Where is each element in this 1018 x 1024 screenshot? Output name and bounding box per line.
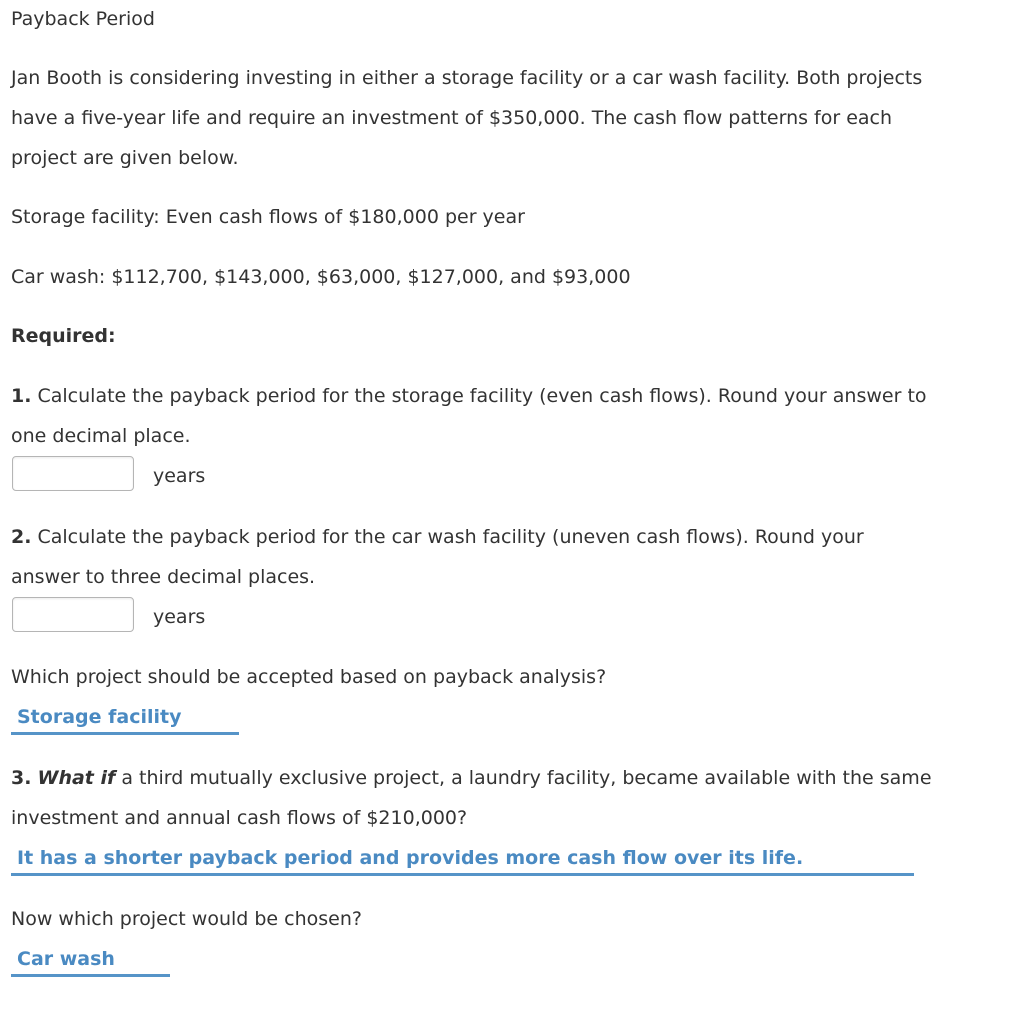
q1-answer-input[interactable] <box>12 456 134 491</box>
intro-line-2: have a five-year life and require an investment of $350,000. The cash flow patterns for each <box>11 107 893 129</box>
question-1-number: 1. <box>11 385 32 407</box>
q1-unit-label: years <box>153 465 206 487</box>
question-3-line-2: investment and annual cash flows of $210,000? <box>11 807 468 829</box>
required-heading: Required: <box>11 325 116 347</box>
q3-answer-dropdown[interactable] <box>11 844 914 876</box>
storage-cash-flows: Storage facility: Even cash flows of $180,000 per year <box>11 206 525 228</box>
question-3-number: 3. <box>11 767 32 789</box>
question-2-line-2: answer to three decimal places. <box>11 566 316 588</box>
choose-answer-value: Car wash <box>17 948 115 970</box>
q2-answer-input[interactable] <box>12 597 134 632</box>
choose-question: Now which project would be chosen? <box>11 908 362 930</box>
q3-answer-value: It has a shorter payback period and provides more cash flow over its life. <box>17 847 804 869</box>
question-2 <box>11 525 864 549</box>
intro-line-1: Jan Booth is considering investing in either a storage facility or a car wash facility. Both projects <box>11 67 923 89</box>
what-if-label: What if <box>37 767 116 789</box>
question-1-line-2: one decimal place. <box>11 425 191 447</box>
question-2-text: Calculate the payback period for the car wash facility (uneven cash flows). Round your <box>31 526 864 548</box>
q2-unit-label: years <box>153 606 206 628</box>
question-2-number: 2. <box>11 526 32 548</box>
question-3 <box>11 766 932 790</box>
choose-answer-dropdown[interactable] <box>11 945 170 977</box>
accept-answer-value: Storage facility <box>17 706 182 728</box>
question-1 <box>11 384 927 408</box>
carwash-cash-flows: Car wash: $112,700, $143,000, $63,000, $127,000, and $93,000 <box>11 266 631 288</box>
intro-line-3: project are given below. <box>11 147 239 169</box>
accept-answer-dropdown[interactable] <box>11 703 239 735</box>
question-1-text: Calculate the payback period for the storage facility (even cash flows). Round your answer to <box>31 385 927 407</box>
question-3-text: a third mutually exclusive project, a laundry facility, became available with the same <box>115 767 932 789</box>
accept-question: Which project should be accepted based on payback analysis? <box>11 666 607 688</box>
page-title: Payback Period <box>11 8 155 30</box>
